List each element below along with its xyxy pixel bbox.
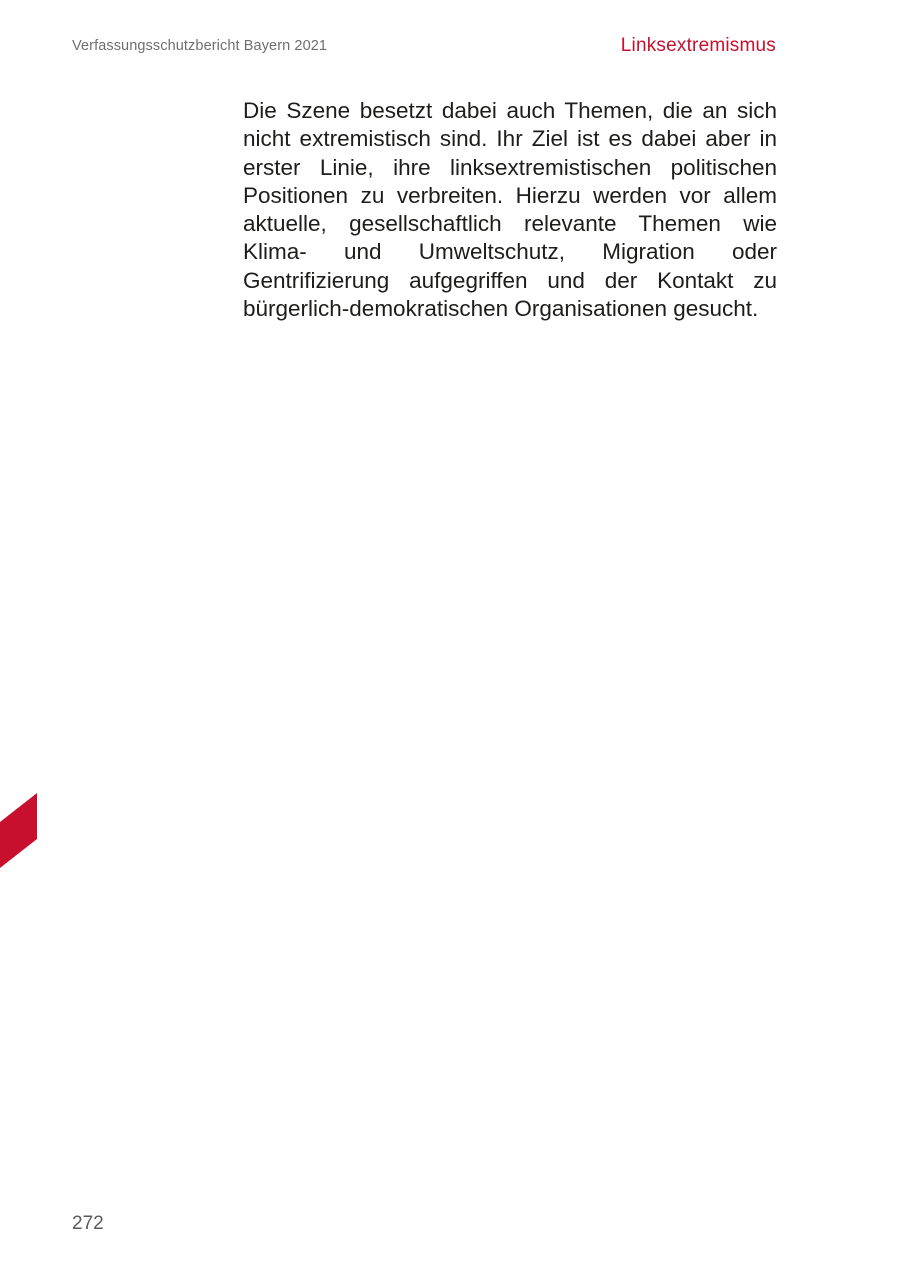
page-number: 272	[72, 1213, 104, 1234]
publication-title: Verfassungsschutzbericht Bayern 2021	[72, 38, 328, 54]
body-paragraph: Die Szene besetzt dabei auch Themen, die an sich nicht extremistisch sind. Ihr Ziel ist es dabei aber in erster Linie, ihre linksextremistischen politischen Positionen zu verbreiten. Hierzu werden vor allem aktuelle, gesellschaftlich relevante Themen wie Klima- und Umweltschutz, Migration oder Gentrifizierung aufgegriffen und der Kontakt zu bürgerlich-demokratischen Organisationen gesucht.	[243, 98, 777, 322]
chapter-edge-marker	[0, 793, 37, 868]
chapter-title: Linksextremismus	[620, 35, 776, 56]
